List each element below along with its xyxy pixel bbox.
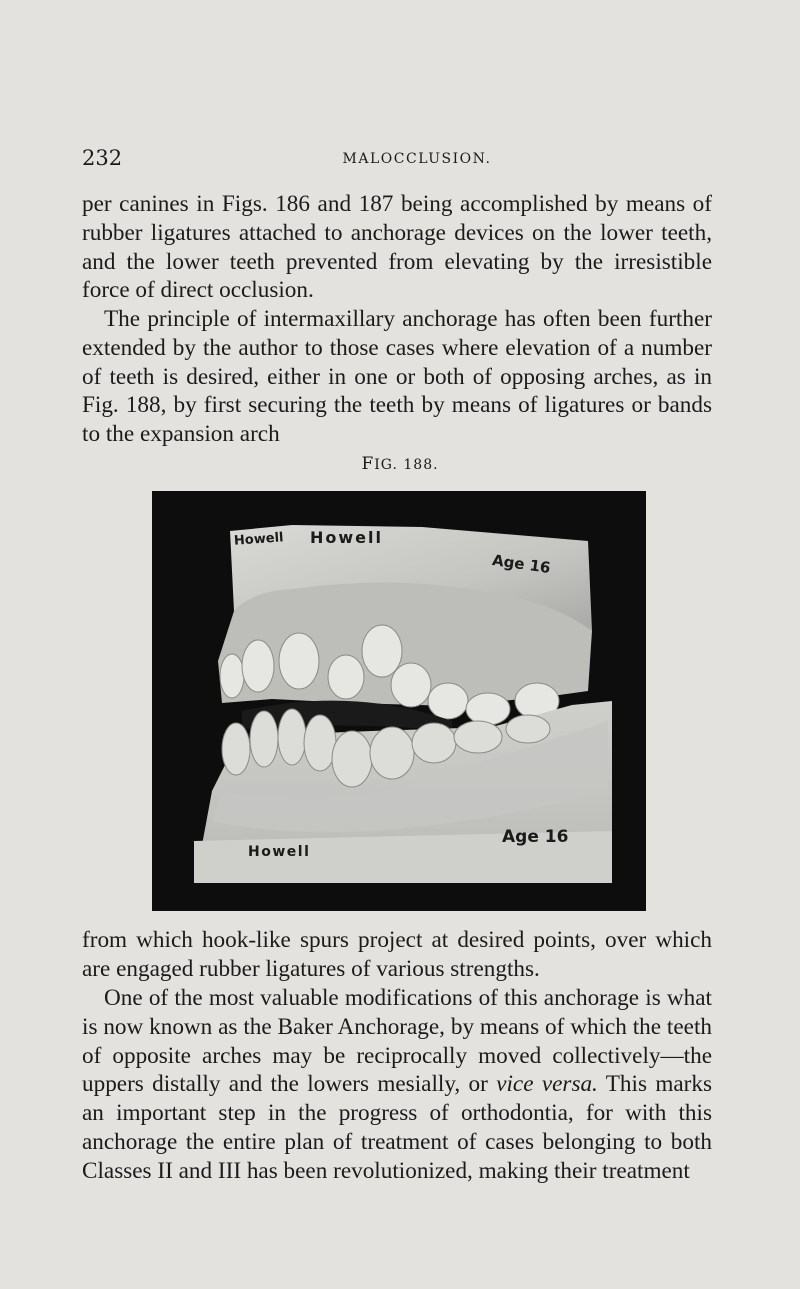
paragraph-4-text-b: This marks an important step in the progress of orthodontia, for with this anchorage the entire plan of treatment of cases belonging to both Classes II and III has been revolutionized, making their treatment	[82, 1071, 712, 1184]
caption-label: IG.	[374, 457, 398, 473]
cast-label-top: Howell	[310, 528, 383, 547]
paragraph-2	[82, 305, 712, 449]
paragraph-4-italic: vice versa.	[496, 1071, 598, 1098]
page-number: 232	[82, 146, 123, 170]
cast-label-age-upper: Age 16	[491, 551, 552, 577]
running-head: MALOCCLUSION.	[342, 151, 492, 167]
caption-initial: F	[361, 454, 375, 474]
figure-caption	[0, 454, 800, 474]
cast-label-side: Howell	[233, 530, 285, 549]
paragraph-3: from which hook-like spurs project at desired points, over which are engaged rubber ligatures of various strengths.	[82, 927, 712, 982]
cast-label-lower: Howell	[248, 844, 311, 860]
paragraph-2-text: The principle of intermaxillary anchorage has often been further extended by the author to those cases where elevation of a number of teeth is desired, either in one or both of opposing arches, as in Fig. 188, by first securing the teeth by means of ligatures or bands to the expansion arch	[82, 306, 712, 448]
page-header	[82, 146, 712, 176]
caption-number: 188.	[403, 457, 439, 473]
cast-label-age-lower: Age 16	[502, 827, 569, 847]
paragraph-1: per canines in Figs. 186 and 187 being accomplished by means of rubber ligatures attached to anchorage devices on the lower teeth, and the lower teeth prevented from elevating by the irresistible force of direct occlusion.	[82, 191, 712, 304]
dental-cast-photograph	[152, 491, 646, 911]
paragraph-4	[82, 984, 712, 1186]
paragraph-4-text-a: One of the most valuable modifications of this anchorage is what is now known as the Baker Anchorage, by means of which the teeth of opposite arches may be reciprocally moved collectively—the uppers distally and the lowers mesially, or	[82, 985, 712, 1098]
dental-cast-illustration	[152, 491, 646, 911]
